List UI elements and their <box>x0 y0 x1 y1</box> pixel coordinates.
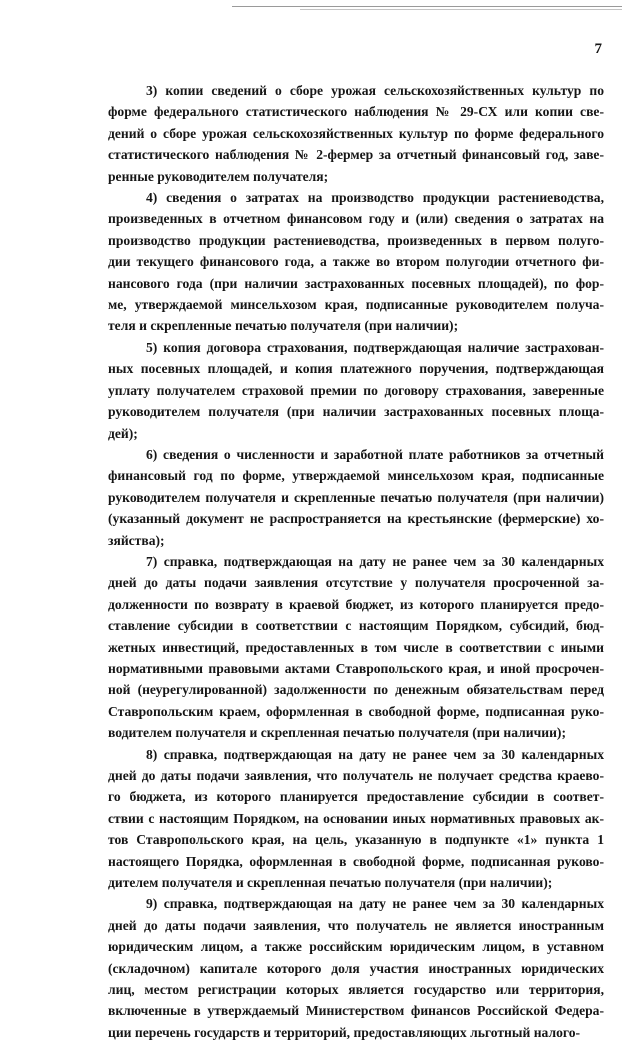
text-line: дии текущего финансового года, а также во втором полугодии отчетного фи- <box>108 254 604 270</box>
text-line: дней до даты подачи заявления, что получатель не является иностранным <box>108 917 604 933</box>
paragraph-item-6 <box>108 444 604 551</box>
text-line: 9) справка, подтверждающая на дату не ранее чем за 30 календарных <box>146 896 604 912</box>
text-line: водителем получателя и скрепленная печатью получателя (при наличии); <box>108 725 566 741</box>
text-line: 8) справка, подтверждающая на дату не ранее чем за 30 календарных <box>146 746 604 762</box>
text-line: статистического наблюдения № 2-фермер за отчетный финансовый год, заве- <box>108 147 604 163</box>
text-line: производство продукции растениеводства, произведенных в первом полуго- <box>108 232 604 248</box>
text-line: ме, утверждаемой минсельхозом края, подписанные руководителем получа- <box>108 297 604 313</box>
paragraph-item-8 <box>108 744 604 894</box>
text-line: дней до даты подачи заявления, что получатель не получает средства краево- <box>108 768 604 783</box>
text-line: зяйства); <box>108 532 165 548</box>
text-line: 4) сведения о затратах на производство продукции растениеводства, <box>146 190 604 206</box>
text-line: финансовый год по форме, утверждаемой минсельхозом края, подписанные <box>108 468 604 484</box>
paragraph-item-7 <box>108 551 604 744</box>
text-line: Ставропольским краем, оформленная в свободной форме, подписанная руко- <box>108 703 604 719</box>
text-line: (указанный документ не распространяется на крестьянские (фермерские) хо- <box>108 511 604 527</box>
paragraph-item-4 <box>108 187 604 337</box>
document-body <box>108 80 604 1043</box>
text-line: дей); <box>108 425 138 441</box>
text-line: дней до даты подачи заявления отсутствие у получателя просроченной за- <box>108 575 604 591</box>
header-rule <box>232 6 622 7</box>
paragraph-item-9 <box>108 893 604 1043</box>
text-line: нормативными правовыми актами Ставропольского края, и иной просрочен- <box>108 660 604 676</box>
text-line: форме федерального статистического наблюдения № 29-СХ или копии све- <box>108 104 604 120</box>
text-line: 3) копии сведений о сборе урожая сельскохозяйственных культур по <box>146 83 604 98</box>
text-line: ных посевных площадей, и копия платежного поручения, подтверждающая <box>108 361 604 377</box>
text-line: лиц, местом регистрации которых является государство или территория, <box>108 982 604 998</box>
text-line: (складочном) капитале которого доля участия иностранных юридических <box>108 960 604 976</box>
text-line: ции перечень государств и территорий, предоставляющих льготный налого- <box>108 1024 581 1040</box>
text-line: ной (неурегулированной) задолженности по денежным обязательствам перед <box>108 682 604 698</box>
text-line: ренные руководителем получателя; <box>108 168 329 184</box>
text-line: долженности по возврату в краевой бюджет, из которого планируется предо- <box>108 596 604 612</box>
text-line: руководителем получателя и скрепленные печатью получателя (при наличии) <box>108 489 604 505</box>
text-line: включенные в утверждаемый Министерством финансов Российской Федера- <box>108 1003 604 1019</box>
text-line: ставление субсидии в соответствии с настоящим Порядком, субсидий, бюд- <box>108 618 604 634</box>
paragraph-item-5 <box>108 337 604 444</box>
text-line: дений о сборе урожая сельскохозяйственных культур по форме федерального <box>108 125 604 141</box>
text-line: го бюджета, из которого планируется предоставление субсидии в соответ- <box>108 789 604 805</box>
text-line: ствии с настоящим Порядком, на основании иных нормативных правовых ак- <box>108 810 604 826</box>
paragraph-item-3 <box>108 80 604 187</box>
text-line: руководителем получателя (при наличии застрахованных посевных площа- <box>108 404 604 420</box>
text-line: тов Ставропольского края, на цель, указанную в подпункте «1» пункта 1 <box>108 832 604 848</box>
text-line: произведенных в отчетном финансовом году и (или) сведения о затратах на <box>108 211 604 227</box>
text-line: 5) копия договора страхования, подтверждающая наличие застрахован- <box>146 339 604 355</box>
text-line: 6) сведения о численности и заработной плате работников за отчетный <box>146 446 604 462</box>
text-line: настоящего Порядка, оформленная в свободной форме, подписанная руково- <box>108 853 604 869</box>
page-number: 7 <box>594 41 602 57</box>
header-rule-secondary <box>300 9 622 10</box>
text-line: жетных инвестиций, предоставленных в том числе в соответствии с иными <box>108 639 604 655</box>
text-line: теля и скрепленные печатью получателя (при наличии); <box>108 318 459 334</box>
text-line: уплату получателем страховой премии по договору страхования, заверенные <box>108 382 604 398</box>
text-line: нансового года (при наличии застрахованных посевных площадей), по фор- <box>108 275 604 291</box>
text-line: 7) справка, подтверждающая на дату не ранее чем за 30 календарных <box>146 553 604 569</box>
text-line: юридическим лицом, а также российским юридическим лицом, в уставном <box>108 939 604 955</box>
text-line: дителем получателя и скрепленная печатью получателя (при наличии); <box>108 875 553 891</box>
